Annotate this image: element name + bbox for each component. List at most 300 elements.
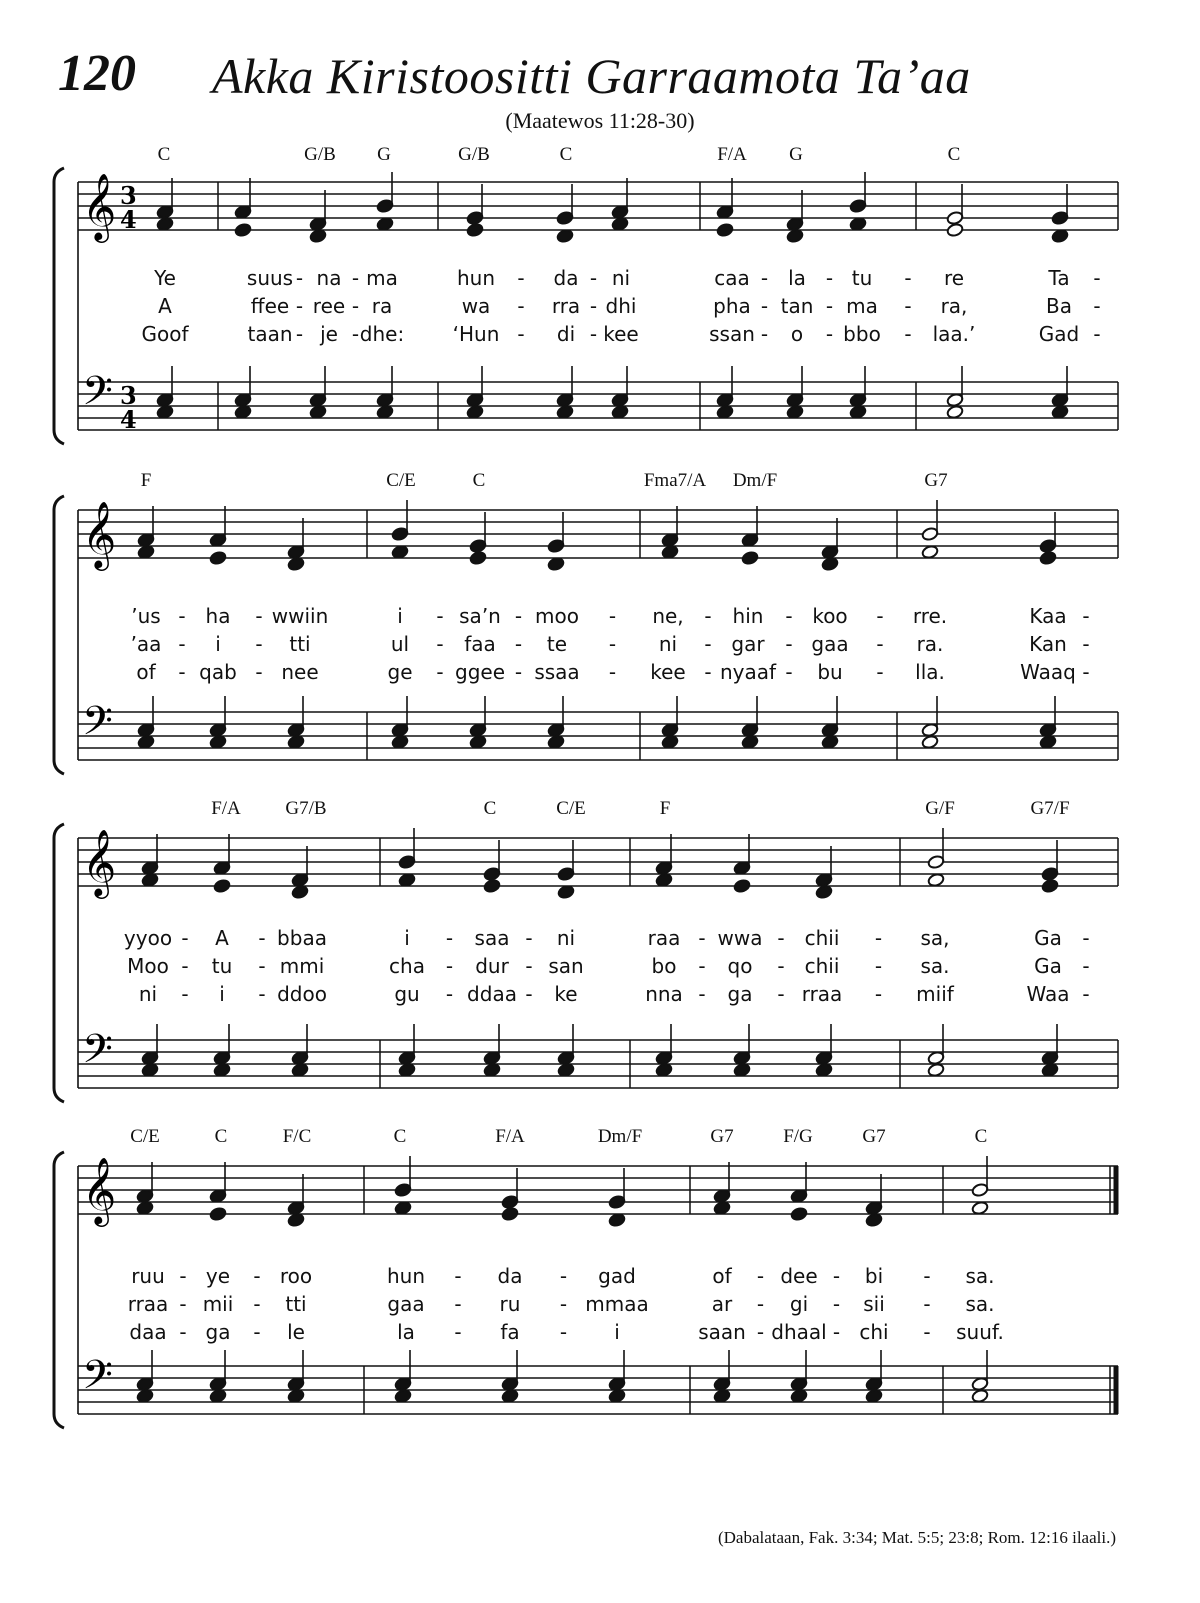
lyric-syllable: Kaa [1029,604,1067,628]
lyric-syllable: rra [551,294,581,318]
half-note-head [927,873,945,888]
note-head [398,1051,416,1066]
note-head [557,885,575,900]
note-head [1051,393,1069,408]
lyric-syllable: gaa [811,632,849,656]
lyric-syllable: A [215,926,229,950]
note-head [733,1063,751,1078]
lyric-syllable: ssaa [534,660,580,684]
lyric-syllable: nee [281,660,319,684]
lyric-syllable: ar [711,1292,733,1316]
chord-symbol: Dm/F [597,1126,643,1147]
chord-symbol: F [659,798,671,819]
lyric-hyphen: - [1093,266,1101,290]
lyric-hyphen: - [760,294,769,318]
lyric-hyphen: - [698,954,706,978]
note-head [137,545,155,560]
lyric-syllable: moo [535,604,579,628]
lyric-syllable: ye [205,1264,231,1288]
lyric-hyphen: - [825,322,834,346]
lyric-hyphen: - [874,982,883,1006]
lyric-syllable: Goof [141,322,189,346]
lyric-syllable: bu [817,660,843,684]
lyric-syllable: ra [371,294,393,318]
chord-symbol: Fma7/A [643,470,707,491]
lyric-hyphen: - [445,926,454,950]
lyric-syllable: bo [651,954,677,978]
lyric-syllable: ’aa [130,632,162,656]
note-head [209,1377,227,1392]
lyric-syllable: bi [864,1264,884,1288]
chord-symbol: F [140,470,152,491]
note-head [234,205,252,220]
note-head [391,723,409,738]
note-head [287,723,305,738]
note-head [156,217,174,232]
lyric-hyphen: - [756,1320,765,1344]
footer-references: (Dabalataan, Fak. 3:34; Mat. 5:5; 23:8; Rom. 12:16 ilaali.) [717,1528,1116,1547]
lyric-hyphen: - [904,294,912,318]
lyric-syllable: re [943,266,965,290]
note-head [655,861,673,876]
lyric-hyphen: - [514,660,523,684]
note-head [209,1189,227,1204]
lyric-hyphen: - [179,1264,187,1288]
note-head [865,1377,883,1392]
lyric-hyphen: - [760,266,769,290]
note-head [391,545,409,560]
chord-symbol: F/G [783,1126,813,1147]
lyric-hyphen: - [777,926,785,950]
lyric-hyphen: - [923,1264,931,1288]
lyric-syllable: saa [474,926,510,950]
lyric-syllable: Ta [1048,266,1070,290]
lyric-syllable: ni [611,266,631,290]
lyric-syllable: cha [389,954,425,978]
lyric-syllable: ‘Hun [452,322,500,346]
lyric-syllable: dhi [605,294,637,318]
note-head [786,405,804,420]
note-head [661,735,679,750]
lyric-syllable: sii [863,1292,885,1316]
note-head [234,223,252,238]
lyric-hyphen: - [777,982,785,1006]
lyric-hyphen: - [436,632,444,656]
note-head [655,1051,673,1066]
lyric-syllable: ru [499,1292,521,1316]
lyric-syllable: ruu [131,1264,165,1288]
note-head [849,405,867,420]
lyric-hyphen: - [351,294,360,318]
system-brace [54,168,64,444]
note-head [469,551,487,566]
lyric-hyphen: - [445,954,454,978]
note-head [790,1377,808,1392]
note-head [1039,723,1057,738]
lyric-hyphen: - [181,982,189,1006]
lyric-syllable: dhe: [359,322,405,346]
note-head [865,1389,883,1404]
half-note-head [927,1051,945,1066]
note-head [733,861,751,876]
chord-symbol: G/B [458,144,490,165]
lyric-syllable: qo [727,954,753,978]
lyric-hyphen: - [559,1264,568,1288]
lyric-syllable: ra. [916,632,944,656]
lyric-syllable: rraa [801,982,843,1006]
lyric-hyphen: - [559,1292,568,1316]
note-head [741,533,759,548]
note-head [556,405,574,420]
note-head [1051,405,1069,420]
lyric-syllable: ha [205,604,231,628]
note-head [1041,1063,1059,1078]
lyric-syllable: tu [211,954,233,978]
chord-symbol: G/B [304,144,336,165]
chord-symbol: C [974,1126,988,1147]
note-head [733,1051,751,1066]
note-head [815,1063,833,1078]
lyric-hyphen: - [589,266,598,290]
lyric-syllable: of [136,660,156,684]
note-head [1041,867,1059,882]
lyric-syllable: ’us [131,604,161,628]
bass-clef-icon: 𝄢 [82,698,113,754]
note-head [137,735,155,750]
lyric-syllable: laa.’ [932,322,976,346]
lyric-syllable: daa [129,1320,167,1344]
note-head [391,527,409,542]
half-note-head [971,1377,989,1392]
note-head [136,1377,154,1392]
lyric-syllable: ne, [652,604,684,628]
note-head [611,393,629,408]
note-head [713,1389,731,1404]
lyric-hyphen: - [698,926,706,950]
note-head [209,1207,227,1222]
note-head [501,1195,519,1210]
treble-time-sig-top: 3 [120,181,137,210]
note-head [376,393,394,408]
lyric-hyphen: - [253,1264,261,1288]
note-head [790,1207,808,1222]
lyric-syllable: kee [650,660,686,684]
note-head [815,1051,833,1066]
note-head [1051,211,1069,226]
lyric-hyphen: - [295,322,304,346]
lyric-hyphen: - [445,982,454,1006]
note-head [713,1377,731,1392]
half-note-head [946,211,964,226]
lyric-hyphen: - [876,632,884,656]
note-head [213,861,231,876]
chord-symbol: G7/B [285,798,327,819]
note-head [209,533,227,548]
lyric-hyphen: - [517,322,525,346]
lyric-syllable: hin [732,604,764,628]
lyric-syllable: chii [804,926,840,950]
note-head [309,229,327,244]
lyric-syllable: ddaa [467,982,517,1006]
lyric-syllable: la [788,266,806,290]
note-head [661,545,679,560]
lyric-syllable: ni [138,982,158,1006]
lyric-hyphen: - [559,1320,568,1344]
lyric-syllable: Ye [154,266,176,290]
lyric-syllable: ssan [709,322,755,346]
note-head [394,1201,412,1216]
lyric-syllable: saan [698,1320,746,1344]
note-head [291,1063,309,1078]
half-note-head [971,1389,989,1404]
note-head [821,557,839,572]
note-head [466,393,484,408]
note-head [213,1063,231,1078]
lyric-hyphen: - [454,1292,462,1316]
note-head [291,873,309,888]
chord-symbol: F/C [282,1126,312,1147]
lyric-syllable: wwa [717,926,763,950]
lyric-hyphen: - [760,322,769,346]
chord-symbol: G7 [710,1126,734,1147]
note-head [611,405,629,420]
lyric-syllable: gar [731,632,765,656]
lyric-syllable: miif [916,982,954,1006]
lyric-syllable: bbaa [277,926,327,950]
lyric-syllable: Ga [1034,954,1062,978]
note-head [716,393,734,408]
chord-symbol: C/E [386,470,416,491]
lyric-hyphen: - [351,266,360,290]
lyric-syllable: hun [456,266,496,290]
half-note-head [927,855,945,870]
lyric-syllable: ffee [250,294,290,318]
lyric-syllable: sa, [920,926,950,950]
lyric-syllable: sa’n [459,604,501,628]
lyric-syllable: Gad [1038,322,1080,346]
note-head [136,1201,154,1216]
lyric-syllable: nna [645,982,683,1006]
treble-clef-icon: 𝄞 [82,172,117,240]
chord-symbol: C/E [556,798,586,819]
note-head [661,533,679,548]
lyric-syllable: suus [246,266,294,290]
lyric-hyphen: - [1082,632,1090,656]
lyric-hyphen: - [1082,926,1090,950]
system-brace [54,824,64,1102]
lyric-syllable: qab [199,660,237,684]
lyric-syllable: ddoo [277,982,327,1006]
lyric-syllable: nyaaf [719,660,777,684]
note-head [209,723,227,738]
treble-clef-icon: 𝄞 [82,1156,117,1224]
note-head [865,1213,883,1228]
lyric-syllable: wwiin [271,604,329,628]
lyric-hyphen: - [179,1292,187,1316]
note-head [741,723,759,738]
note-head [786,217,804,232]
lyric-syllable: sa. [965,1264,995,1288]
lyric-hyphen: - [181,926,189,950]
lyric-hyphen: - [874,954,883,978]
lyric-hyphen: - [351,322,360,346]
lyric-syllable: chi [859,1320,889,1344]
lyric-syllable: le [287,1320,305,1344]
note-head [287,557,305,572]
lyric-hyphen: - [923,1320,931,1344]
lyric-hyphen: - [876,660,884,684]
note-head [141,1063,159,1078]
lyric-syllable: te [546,632,568,656]
lyric-hyphen: - [525,926,533,950]
note-head [547,723,565,738]
lyric-hyphen: - [255,604,263,628]
note-head [865,1201,883,1216]
lyric-hyphen: - [436,660,444,684]
note-head [398,1063,416,1078]
lyric-hyphen: - [253,1292,261,1316]
chord-symbol: G7/F [1030,798,1070,819]
chord-symbol: C/E [130,1126,160,1147]
lyric-syllable: rre. [912,604,948,628]
note-head [309,393,327,408]
lyric-syllable: tti [285,1292,307,1316]
lyric-hyphen: - [832,1264,841,1288]
chord-symbol: F/A [717,144,747,165]
lyric-syllable: i [404,926,410,950]
note-head [287,1389,305,1404]
lyric-syllable: mmi [279,954,325,978]
lyric-hyphen: - [255,632,263,656]
note-head [394,1183,412,1198]
note-head [547,557,565,572]
lyric-hyphen: - [608,604,617,628]
lyric-hyphen: - [785,604,793,628]
lyric-hyphen: - [1082,660,1090,684]
lyric-syllable: dur [475,954,509,978]
chord-symbol: G [789,144,803,165]
note-head [790,1389,808,1404]
note-head [1039,539,1057,554]
lyric-hyphen: - [608,632,617,656]
lyric-hyphen: - [904,266,912,290]
note-head [815,885,833,900]
lyric-syllable: Waaq [1020,660,1076,684]
note-head [469,735,487,750]
lyric-hyphen: - [1082,604,1090,628]
lyric-hyphen: - [756,1292,765,1316]
note-head [849,217,867,232]
note-head [849,393,867,408]
lyric-hyphen: - [704,632,712,656]
lyric-syllable: kee [603,322,639,346]
lyric-syllable: ni [556,926,576,950]
lyric-syllable: gaa [387,1292,425,1316]
lyric-syllable: i [219,982,225,1006]
bass-clef-icon: 𝄢 [82,368,113,424]
chord-symbol: C [393,1126,407,1147]
lyric-syllable: Ga [1034,926,1062,950]
lyric-hyphen: - [517,294,525,318]
note-head [398,855,416,870]
lyric-syllable: koo [812,604,848,628]
note-head [608,1389,626,1404]
lyric-hyphen: - [295,294,304,318]
note-head [376,199,394,214]
half-note-head [927,1063,945,1078]
note-head [394,1377,412,1392]
lyric-syllable: ga [205,1320,231,1344]
half-note-head [946,393,964,408]
lyric-syllable: A [158,294,172,318]
lyric-syllable: rraa [127,1292,169,1316]
note-head [141,1051,159,1066]
note-head [376,217,394,232]
lyric-syllable: ge [387,660,413,684]
note-head [398,873,416,888]
note-head [733,879,751,894]
note-head [557,867,575,882]
note-head [483,1051,501,1066]
note-head [137,533,155,548]
lyric-syllable: faa [464,632,496,656]
lyric-hyphen: - [608,660,617,684]
half-note-head [921,545,939,560]
lyric-syllable: ke [554,982,578,1006]
chord-symbol: G/F [925,798,955,819]
note-head [1039,735,1057,750]
lyric-hyphen: - [1093,294,1101,318]
chord-symbol: F/A [211,798,241,819]
lyric-hyphen: - [698,982,706,1006]
lyric-hyphen: - [704,660,712,684]
lyric-hyphen: - [295,266,304,290]
system-brace [54,1152,64,1428]
lyric-syllable: roo [279,1264,313,1288]
note-head [556,211,574,226]
half-note-head [971,1183,989,1198]
lyric-syllable: Ba [1046,294,1072,318]
note-head [469,723,487,738]
bass-time-sig-top: 3 [120,381,137,410]
system-brace [54,496,64,774]
lyric-hyphen: - [454,1264,462,1288]
note-head [209,735,227,750]
note-head [483,879,501,894]
note-head [156,405,174,420]
chord-symbol: C [472,470,486,491]
lyric-hyphen: - [832,1292,841,1316]
note-head [213,1051,231,1066]
note-head [287,1213,305,1228]
lyric-syllable: suuf. [956,1320,1004,1344]
chord-symbol: C [947,144,961,165]
note-head [376,405,394,420]
lyric-syllable: i [614,1320,620,1344]
note-head [716,223,734,238]
treble-clef-icon: 𝄞 [82,828,117,896]
chord-symbol: G [377,144,391,165]
lyric-hyphen: - [179,1320,187,1344]
lyric-syllable: ra, [940,294,968,318]
lyric-syllable: da [553,266,579,290]
note-head [790,1189,808,1204]
lyric-syllable: gu [394,982,420,1006]
note-head [469,539,487,554]
note-head [786,229,804,244]
note-head [234,393,252,408]
lyric-hyphen: - [454,1320,462,1344]
